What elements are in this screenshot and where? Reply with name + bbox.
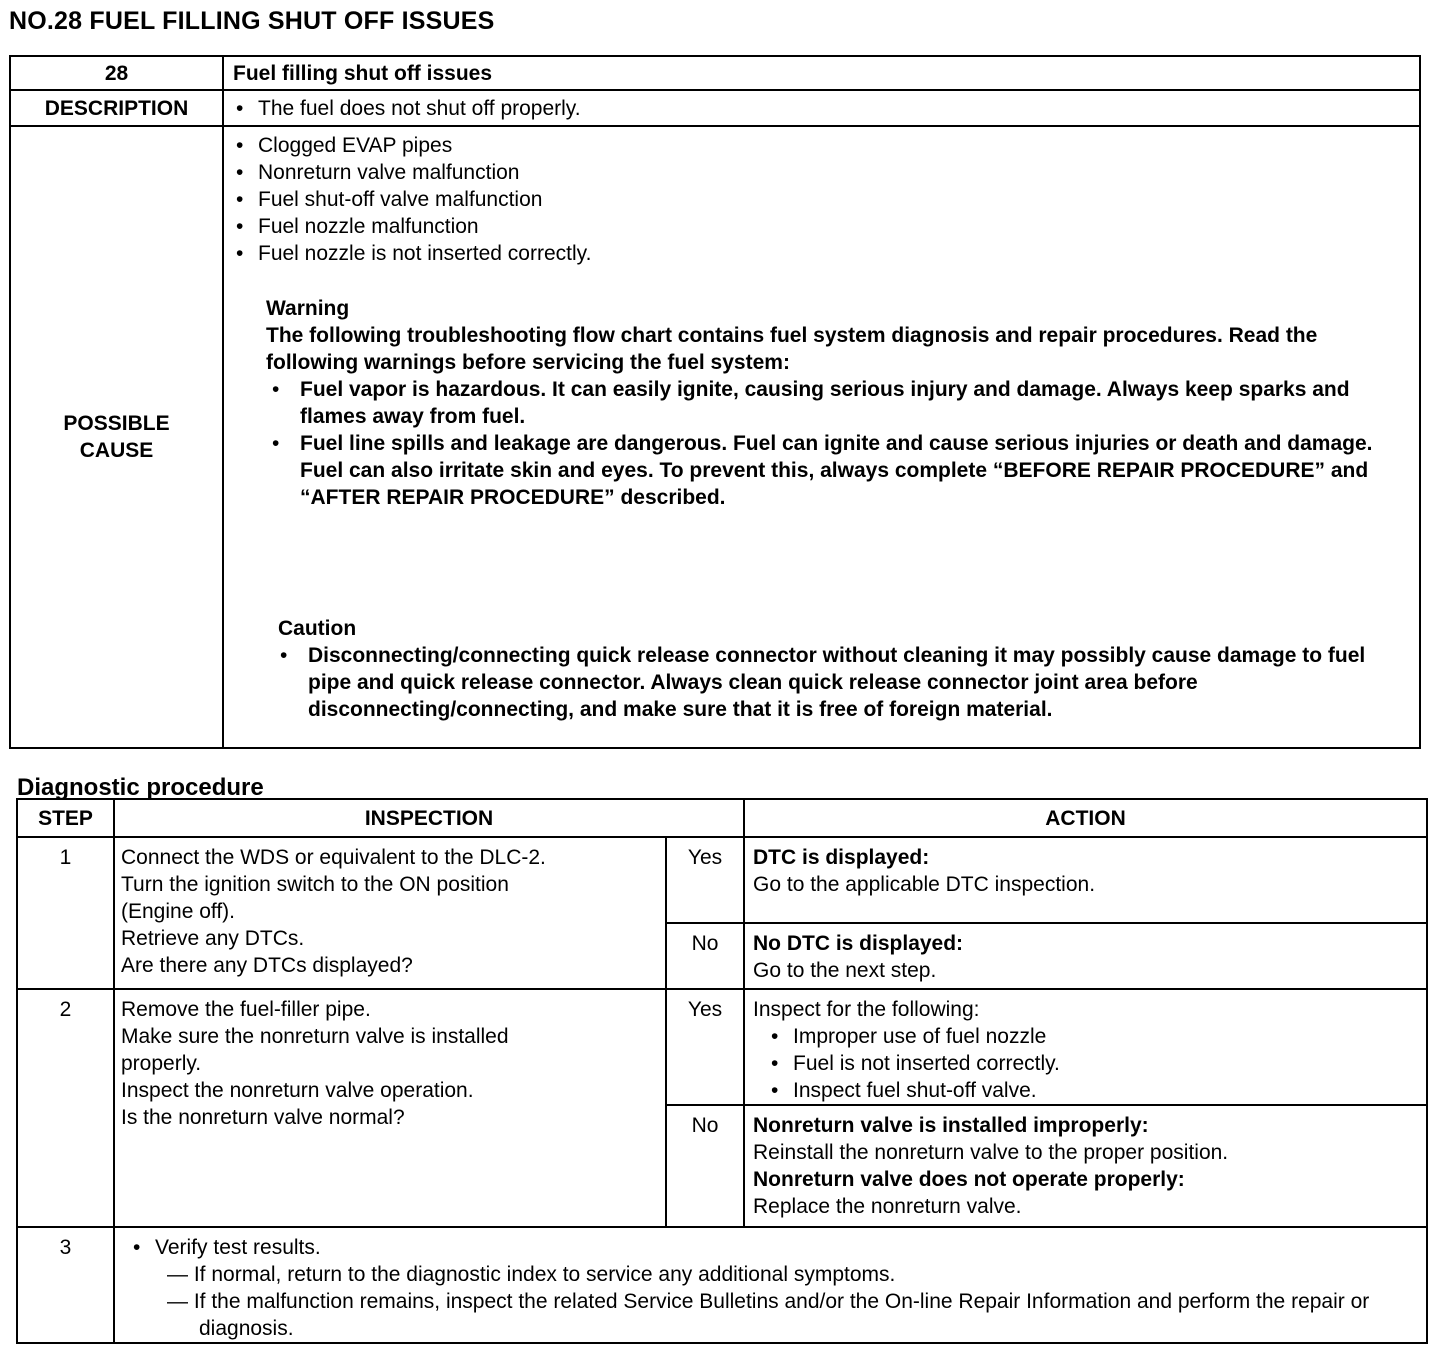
step3-content: [114, 1227, 1427, 1343]
step2-yes-action: [744, 989, 1427, 1105]
step1-no-action: [744, 923, 1427, 989]
no-label: No: [666, 923, 744, 989]
cause-item: • Fuel nozzle is not inserted correctly.: [224, 240, 1419, 267]
step1-yes-action: [744, 837, 1427, 923]
symptom-number: 28: [10, 56, 223, 90]
inspection-line: properly.: [121, 1052, 202, 1075]
header-action: ACTION: [744, 799, 1427, 837]
possible-cause-label: [10, 126, 223, 748]
action-heading: No DTC is displayed:: [753, 932, 964, 955]
action-text: Go to the next step.: [753, 959, 937, 982]
warning-item: • Fuel vapor is hazardous. It can easily ignite, causing serious injury and damage. Always keep sparks and flames away from fuel.: [266, 376, 1411, 430]
step3-bullet: • Verify test results.: [121, 1234, 1418, 1261]
cause-item: • Clogged EVAP pipes: [224, 132, 1419, 159]
action-text: Inspect for the following:: [753, 998, 980, 1021]
cause-item: • Fuel shut-off valve malfunction: [224, 186, 1419, 213]
header-step: STEP: [17, 799, 114, 837]
possible-cause-cell: [223, 126, 1420, 748]
header-inspection: INSPECTION: [114, 799, 744, 837]
step2-no-action: [744, 1105, 1427, 1227]
warning-intro: The following troubleshooting flow chart contains fuel system diagnosis and repair procedures. Read the following warnings before servicing the fuel system:: [266, 324, 1318, 374]
symptom-name: Fuel filling shut off issues: [223, 56, 1420, 90]
warning-heading: Warning: [266, 297, 350, 320]
inspection-line: Remove the fuel-filler pipe.: [121, 998, 371, 1021]
symptom-table: [9, 55, 1421, 749]
action-item: • Inspect fuel shut-off valve.: [759, 1077, 1418, 1104]
action-item: • Fuel is not inserted correctly.: [759, 1050, 1418, 1077]
inspection-line: Turn the ignition switch to the ON position: [121, 873, 509, 896]
warning-item: • Fuel line spills and leakage are dangerous. Fuel can ignite and cause serious injuries or death and damage. Fuel can also irritate skin and eyes. To prevent this, always complete “BEFORE REPAIR PROCEDURE” and “AFTER REPAIR PROCEDURE” described.: [266, 430, 1411, 511]
description-label: DESCRIPTION: [10, 90, 223, 126]
inspection-line: Retrieve any DTCs.: [121, 927, 305, 950]
inspection-line: Are there any DTCs displayed?: [121, 954, 413, 977]
step-number: 3: [17, 1227, 114, 1343]
warning-block: [266, 295, 1411, 511]
cause-item: • Fuel nozzle malfunction: [224, 213, 1419, 240]
inspection-line: (Engine off).: [121, 900, 236, 923]
cause-item: • Nonreturn valve malfunction: [224, 159, 1419, 186]
description-item: • The fuel does not shut off properly.: [224, 95, 1419, 122]
step3-dash-item: — If normal, return to the diagnostic index to service any additional symptoms.: [167, 1263, 896, 1286]
action-heading: Nonreturn valve is installed improperly:: [753, 1114, 1149, 1137]
inspection-line: Connect the WDS or equivalent to the DLC-2.: [121, 846, 546, 869]
diagnostic-table: [16, 798, 1428, 1344]
no-label: No: [666, 1105, 744, 1227]
step-number: 1: [17, 837, 114, 989]
caution-item: • Disconnecting/connecting quick release connector without cleaning it may possibly cause damage to fuel pipe and quick release connector. Always clean quick release connector joint area before disconnecting/connecting, and make sure that it is free of foreign material.: [274, 642, 1411, 723]
step3-dash-item: — If the malfunction remains, inspect the related Service Bulletins and/or the On-line Repair Information and perform the repair or diagnosis.: [167, 1290, 1370, 1340]
section-title: Diagnostic procedure: [17, 774, 264, 801]
description-cell: [223, 90, 1420, 126]
action-item: • Improper use of fuel nozzle: [759, 1023, 1418, 1050]
inspection-line: Inspect the nonreturn valve operation.: [121, 1079, 474, 1102]
action-text: Replace the nonreturn valve.: [753, 1195, 1022, 1218]
step2-inspection: [114, 989, 666, 1227]
caution-heading: Caution: [278, 617, 357, 640]
possible-cause-label-line1: POSSIBLE: [63, 412, 170, 435]
step-number: 2: [17, 989, 114, 1227]
action-text: Go to the applicable DTC inspection.: [753, 873, 1096, 896]
possible-cause-label-line2: CAUSE: [79, 439, 154, 462]
action-heading: Nonreturn valve does not operate properly:: [753, 1168, 1185, 1191]
action-text: Reinstall the nonreturn valve to the proper position.: [753, 1141, 1229, 1164]
yes-label: Yes: [666, 989, 744, 1105]
page-title: NO.28 FUEL FILLING SHUT OFF ISSUES: [9, 7, 495, 35]
caution-block: [274, 615, 1411, 723]
action-heading: DTC is displayed:: [753, 846, 930, 869]
cause-list: [224, 132, 1419, 267]
yes-label: Yes: [666, 837, 744, 923]
step1-inspection: [114, 837, 666, 989]
inspection-line: Make sure the nonreturn valve is installed: [121, 1025, 509, 1048]
inspection-line: Is the nonreturn valve normal?: [121, 1106, 405, 1129]
